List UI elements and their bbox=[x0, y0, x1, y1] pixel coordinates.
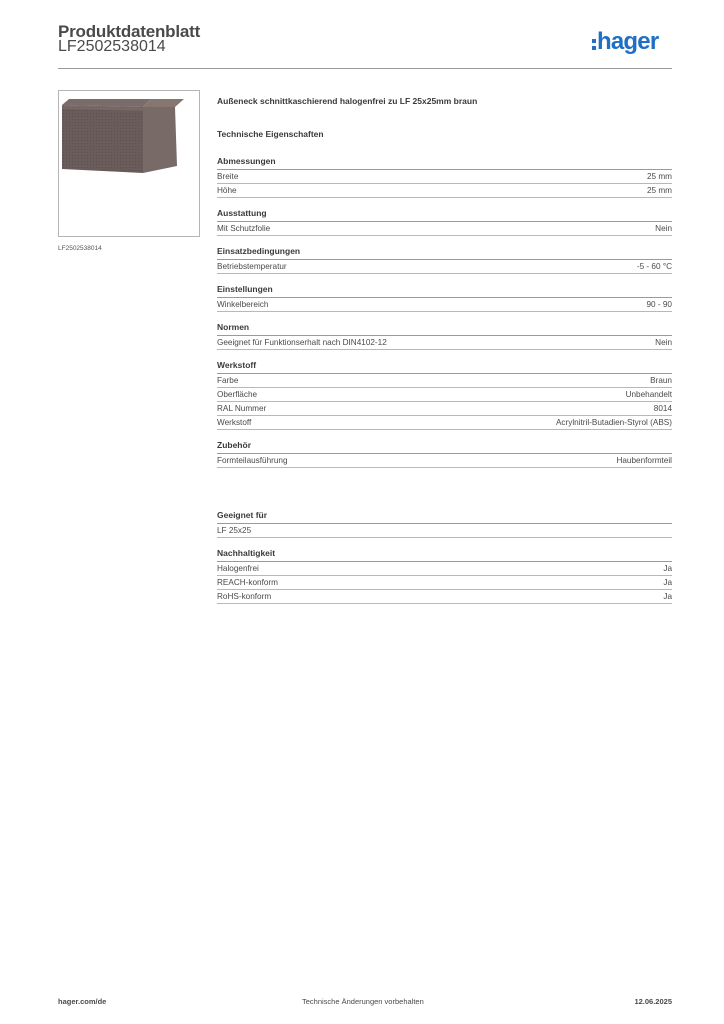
section-title: Abmessungen bbox=[217, 156, 672, 170]
spec-label: Geeignet für Funktionserhalt nach DIN4102-12 bbox=[217, 338, 387, 347]
spec-section bbox=[217, 440, 672, 468]
spec-label: LF 25x25 bbox=[217, 526, 252, 535]
spec-row bbox=[217, 562, 672, 576]
spec-value: Haubenformteil bbox=[616, 456, 672, 465]
logo-dots-icon bbox=[592, 39, 596, 50]
spec-row bbox=[217, 184, 672, 198]
spec-label: Farbe bbox=[217, 376, 239, 385]
corner-piece-illustration bbox=[59, 91, 199, 236]
spec-row bbox=[217, 590, 672, 604]
spec-label: RAL Nummer bbox=[217, 404, 267, 413]
spec-section bbox=[217, 510, 672, 538]
spec-row bbox=[217, 222, 672, 236]
product-image bbox=[58, 90, 200, 237]
brand-name: hager bbox=[597, 28, 659, 55]
spec-label: Breite bbox=[217, 172, 239, 181]
footer-website: hager.com/de bbox=[58, 997, 107, 1006]
header-divider bbox=[58, 68, 672, 69]
spec-label: Werkstoff bbox=[217, 418, 252, 427]
spec-row bbox=[217, 374, 672, 388]
spec-row bbox=[217, 260, 672, 274]
section-spacer bbox=[217, 478, 672, 510]
spec-row bbox=[217, 524, 672, 538]
spec-row bbox=[217, 416, 672, 430]
spec-sections bbox=[217, 156, 672, 468]
section-title: Zubehör bbox=[217, 440, 672, 454]
spec-section bbox=[217, 156, 672, 198]
spec-row bbox=[217, 298, 672, 312]
spec-value: 25 mm bbox=[646, 172, 672, 181]
spec-row bbox=[217, 336, 672, 350]
spec-label: RoHS-konform bbox=[217, 592, 272, 601]
spec-value: Ja bbox=[663, 578, 672, 587]
spec-label: Betriebstemperatur bbox=[217, 262, 287, 271]
spec-row bbox=[217, 402, 672, 416]
spec-row bbox=[217, 170, 672, 184]
spec-label: Mit Schutzfolie bbox=[217, 224, 271, 233]
hager-logo bbox=[592, 28, 658, 56]
spec-row bbox=[217, 388, 672, 402]
spec-row bbox=[217, 454, 672, 468]
footer-notice: Technische Änderungen vorbehalten bbox=[302, 997, 424, 1006]
image-caption: LF2502538014 bbox=[58, 245, 102, 252]
spec-label: Höhe bbox=[217, 186, 237, 195]
section-title: Einstellungen bbox=[217, 284, 672, 298]
spec-value: -5 - 60 °C bbox=[636, 262, 672, 271]
spec-value: Nein bbox=[655, 224, 672, 233]
spec-value: 90 - 90 bbox=[646, 300, 672, 309]
spec-row bbox=[217, 576, 672, 590]
document-title: Produktdatenblatt bbox=[58, 22, 201, 41]
section-title: Geeignet für bbox=[217, 510, 672, 524]
spec-section bbox=[217, 360, 672, 430]
spec-value: 8014 bbox=[653, 404, 672, 413]
spec-value: Ja bbox=[663, 592, 672, 601]
spec-section bbox=[217, 284, 672, 312]
spec-label: Oberfläche bbox=[217, 390, 258, 399]
section-title: Werkstoff bbox=[217, 360, 672, 374]
spec-value: Ja bbox=[663, 564, 672, 573]
spec-value: Nein bbox=[655, 338, 672, 347]
product-title: Außeneck schnittkaschierend halogenfrei zu LF 25x25mm braun bbox=[217, 96, 478, 106]
spec-label: Halogenfrei bbox=[217, 564, 259, 573]
section-title: Einsatzbedingungen bbox=[217, 246, 672, 260]
spec-label: Winkelbereich bbox=[217, 300, 269, 309]
spec-section bbox=[217, 246, 672, 274]
article-number: LF2502538014 bbox=[58, 38, 166, 55]
section-title: Nachhaltigkeit bbox=[217, 548, 672, 562]
main-content bbox=[217, 96, 672, 614]
spec-value: Braun bbox=[650, 376, 672, 385]
spec-value: 25 mm bbox=[646, 186, 672, 195]
section-title: Ausstattung bbox=[217, 208, 672, 222]
footer-date: 12.06.2025 bbox=[634, 997, 672, 1006]
technical-properties-heading: Technische Eigenschaften bbox=[217, 129, 324, 139]
spec-section bbox=[217, 548, 672, 604]
section-title: Normen bbox=[217, 322, 672, 336]
spec-value: Unbehandelt bbox=[625, 390, 672, 399]
spec-value: Acrylnitril-Butadien-Styrol (ABS) bbox=[555, 418, 672, 427]
additional-sections bbox=[217, 510, 672, 604]
spec-section bbox=[217, 322, 672, 350]
spec-section bbox=[217, 208, 672, 236]
spec-label: REACH-konform bbox=[217, 578, 278, 587]
spec-label: Formteilausführung bbox=[217, 456, 288, 465]
